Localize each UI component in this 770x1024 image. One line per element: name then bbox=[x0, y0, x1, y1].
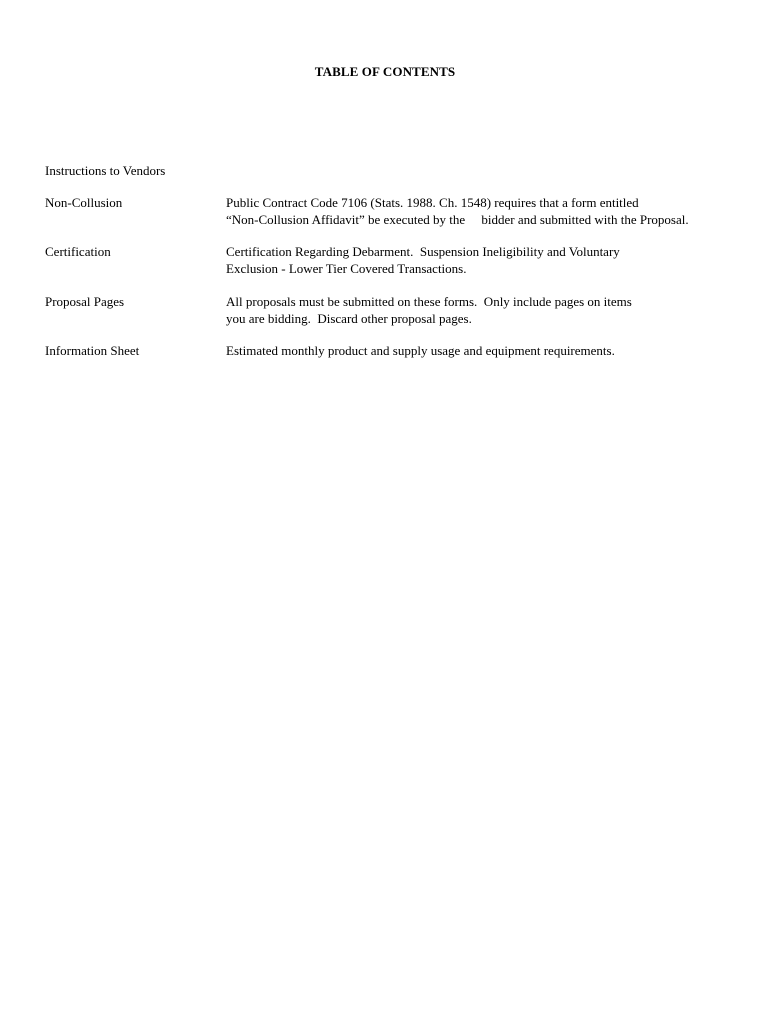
toc-description-line: Exclusion - Lower Tier Covered Transactions. bbox=[226, 261, 467, 276]
toc-description bbox=[226, 293, 746, 327]
toc-description bbox=[226, 342, 746, 359]
toc-term: Proposal Pages bbox=[45, 294, 125, 309]
toc-description bbox=[226, 194, 746, 228]
toc-term: Instructions to Vendors bbox=[45, 163, 166, 178]
toc-term: Non-Collusion bbox=[45, 195, 123, 210]
toc-description-line: “Non-Collusion Affidavit” be executed by the bidder and submitted with the Proposal. bbox=[226, 212, 689, 227]
toc-description-line: All proposals must be submitted on these forms. Only include pages on items bbox=[226, 294, 632, 309]
page-title: TABLE OF CONTENTS bbox=[314, 64, 456, 79]
toc-description-line: Public Contract Code 7106 (Stats. 1988. Ch. 1548) requires that a form entitled bbox=[226, 195, 639, 210]
toc-description bbox=[226, 243, 746, 277]
toc-description-line: you are bidding. Discard other proposal pages. bbox=[226, 311, 472, 326]
toc-description-line: Certification Regarding Debarment. Suspension Ineligibility and Voluntary bbox=[226, 244, 620, 259]
toc-term: Certification bbox=[45, 244, 111, 259]
toc-term: Information Sheet bbox=[45, 343, 140, 358]
toc-description-line: Estimated monthly product and supply usage and equipment requirements. bbox=[226, 343, 615, 358]
